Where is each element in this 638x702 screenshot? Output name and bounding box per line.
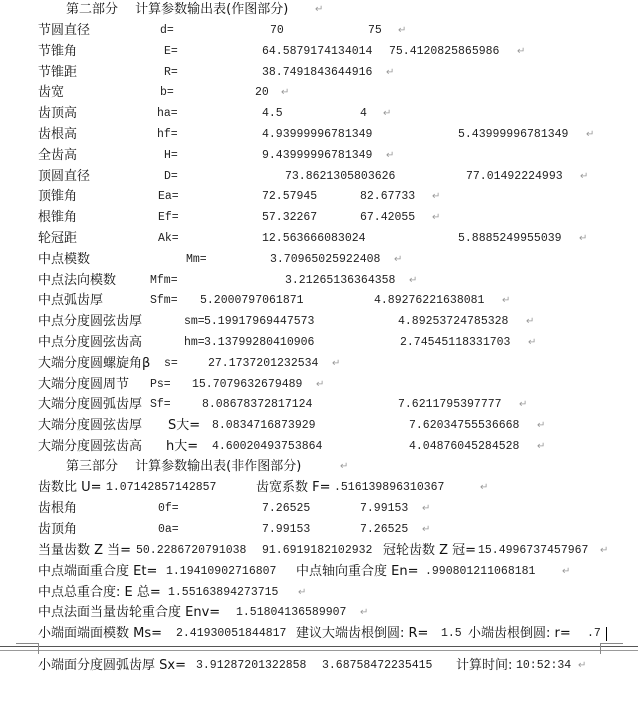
page-corner-marker-right <box>600 643 623 654</box>
parameter-value-1: 12.563666083024 <box>262 232 366 245</box>
parameter-label: 大端分度圆螺旋角β <box>38 355 151 371</box>
paragraph-mark-icon: ↵ <box>298 587 307 598</box>
parameter-label: 齿根高 <box>38 127 78 142</box>
small-end-module-label: 小端面端面模数 Ms= <box>38 626 163 641</box>
parameter-label: 全齿高 <box>38 147 78 163</box>
parameter-value-2: 75.4120825865986 <box>389 44 500 58</box>
parameter-value-1: 15.7079632679489 <box>192 377 303 391</box>
mid-normal-ratio-value: 1.51804136589907 <box>236 606 347 619</box>
paragraph-mark-icon: ↵ <box>517 45 526 57</box>
gear-ratio-label: 齿数比 U= <box>38 480 102 495</box>
addendum-angle-value-2: 7.26525 <box>360 523 409 536</box>
small-end-thickness-value-1: 3.91287201322858 <box>196 659 307 672</box>
parameter-symbol: Ea= <box>158 190 179 204</box>
page-break-line <box>0 646 638 647</box>
section2-title: 第二部分 计算参数输出表(作图部分) <box>66 2 289 17</box>
equivalent-teeth-label: 当量齿数 Z 当= <box>38 543 132 558</box>
parameter-symbol: hf= <box>157 128 178 141</box>
parameter-label: 轮冠距 <box>38 231 78 246</box>
parameter-symbol: Sf= <box>150 398 171 412</box>
mid-normal-ratio-label: 中点法面当量齿轮重合度 Env= <box>38 605 221 620</box>
parameter-value-2: 77.01492224993 <box>466 169 563 183</box>
parameter-label: 中点分度圆弦齿厚 <box>38 314 143 330</box>
parameter-value-1: 8.08678372817124 <box>202 398 313 412</box>
addendum-angle-value-1: 7.99153 <box>262 523 311 536</box>
paragraph-mark-icon: ↵ <box>526 316 535 328</box>
parameter-value-1: 73.8621305803626 <box>285 169 396 183</box>
section3-title: 第三部分 计算参数输出表(非作图部分) <box>66 459 302 474</box>
parameter-value-2: 4.04876045284528 <box>409 440 520 453</box>
parameter-value-2: 82.67733 <box>360 190 416 204</box>
parameter-value-1: 3.21265136364358 <box>285 273 396 287</box>
parameter-symbol: s= <box>164 356 178 370</box>
parameter-symbol: Sfm= <box>150 294 178 308</box>
small-end-fillet-value: .7 <box>587 627 601 640</box>
dedendum-angle-label: 齿根角 <box>38 501 78 516</box>
equivalent-teeth-value-1: 50.2286720791038 <box>136 544 247 557</box>
paragraph-mark-icon: ↵ <box>528 337 537 348</box>
parameter-label: 顶圆直径 <box>38 168 91 184</box>
parameter-value-2: 7.6211795397777 <box>398 398 502 412</box>
paragraph-mark-icon: ↵ <box>281 87 290 99</box>
page-break-line-secondary <box>0 650 638 651</box>
parameter-label: 中点弧齿厚 <box>38 293 104 309</box>
paragraph-mark-icon: ↵ <box>432 212 441 224</box>
dedendum-angle-value-1: 7.26525 <box>262 502 311 515</box>
paragraph-mark-icon: ↵ <box>386 66 395 78</box>
paragraph-mark-icon: ↵ <box>578 660 587 671</box>
paragraph-mark-icon: ↵ <box>480 482 489 493</box>
addendum-angle-symbol: 0a= <box>158 523 179 536</box>
parameter-symbol: ha= <box>157 107 178 121</box>
parameter-value-2: 4.89276221638081 <box>374 294 485 308</box>
paragraph-mark-icon: ↵ <box>579 233 588 244</box>
big-end-fillet-value: 1.5 <box>441 627 462 640</box>
mid-total-ratio-label: 中点总重合度: E 总= <box>38 585 161 600</box>
face-width-coef-label: 齿宽系数 F= <box>256 480 331 495</box>
parameter-symbol: Mfm= <box>150 273 178 287</box>
parameter-symbol: Ak= <box>158 232 179 245</box>
parameter-value-1: 4.5 <box>262 107 283 121</box>
calc-time-label: 计算时间: <box>456 658 513 673</box>
parameter-label: 顶锥角 <box>38 189 78 205</box>
paragraph-mark-icon: ↵ <box>332 357 341 369</box>
gear-ratio-value: 1.07142857142857 <box>106 481 217 494</box>
crown-teeth-value: 15.4996737457967 <box>478 544 589 557</box>
parameter-label: 齿宽 <box>38 85 65 101</box>
paragraph-mark-icon: ↵ <box>519 399 528 411</box>
paragraph-mark-icon: ↵ <box>422 524 431 535</box>
parameter-label: 中点模数 <box>38 251 91 267</box>
parameter-label: 根锥角 <box>38 210 78 226</box>
parameter-value-1: 72.57945 <box>262 190 318 204</box>
parameter-label: 大端分度圆弦齿厚 <box>38 418 143 434</box>
paragraph-mark-icon: ↵ <box>383 108 392 120</box>
parameter-value-1: 20 <box>255 86 269 100</box>
paragraph-mark-icon: ↵ <box>586 129 595 140</box>
parameter-value-1: 38.7491843644916 <box>262 65 373 79</box>
big-end-fillet-label: 建议大端齿根倒圆: R= <box>296 626 429 641</box>
parameter-symbol: d= <box>160 24 174 37</box>
parameter-value-2: 4 <box>360 107 367 121</box>
paragraph-mark-icon: ↵ <box>537 441 546 452</box>
parameter-value-2: 67.42055 <box>360 211 416 225</box>
parameter-label: 齿顶高 <box>38 106 78 122</box>
parameter-label: 中点法向模数 <box>38 272 117 288</box>
mid-axial-ratio-value: .990801211068181 <box>425 565 536 578</box>
page-corner-marker-left <box>16 643 39 654</box>
parameter-symbol: E= <box>164 44 178 58</box>
equivalent-teeth-value-2: 91.6919182102932 <box>262 544 373 557</box>
small-end-thickness-value-2: 3.68758472235415 <box>322 659 433 672</box>
mid-transverse-ratio-value: 1.19410902716807 <box>166 565 277 578</box>
parameter-value-1: 64.5879174134014 <box>262 44 373 58</box>
paragraph-mark-icon: ↵ <box>502 295 511 307</box>
dedendum-angle-symbol: 0f= <box>158 502 179 515</box>
paragraph-mark-icon: ↵ <box>562 566 571 577</box>
small-end-thickness-label: 小端面分度圆弧齿厚 Sx= <box>38 658 186 673</box>
parameter-value-1: 3.13799280410906 <box>204 336 315 349</box>
parameter-symbol: S大= <box>168 418 201 434</box>
parameter-value-2: 4.89253724785328 <box>398 315 509 329</box>
paragraph-mark-icon: ↵ <box>398 25 407 36</box>
mid-total-ratio-value: 1.55163894273715 <box>168 586 279 599</box>
text-cursor[interactable] <box>606 627 607 641</box>
small-end-module-value: 2.41930051844817 <box>176 627 287 640</box>
parameter-value-2: 2.74545118331703 <box>400 336 511 349</box>
parameter-label: 大端分度圆弦齿高 <box>38 439 143 454</box>
parameter-symbol: Mm= <box>186 252 207 266</box>
parameter-symbol: H= <box>164 148 178 162</box>
paragraph-mark-icon: ↵ <box>315 4 324 15</box>
parameter-label: 大端分度圆周节 <box>38 376 130 392</box>
paragraph-mark-icon: ↵ <box>409 274 418 286</box>
mid-transverse-ratio-label: 中点端面重合度 Et= <box>38 564 158 579</box>
parameter-symbol: hm= <box>184 336 205 349</box>
paragraph-mark-icon: ↵ <box>580 170 589 182</box>
parameter-value-1: 3.70965025922408 <box>270 252 381 266</box>
parameter-symbol: D= <box>164 169 178 183</box>
parameter-symbol: Ps= <box>150 377 171 391</box>
parameter-symbol: Ef= <box>158 211 179 225</box>
parameter-value-2: 5.43999996781349 <box>458 128 569 141</box>
crown-teeth-label: 冠轮齿数 Z 冠= <box>383 543 477 558</box>
small-end-fillet-label: 小端齿根倒圆: r= <box>468 626 571 641</box>
parameter-value-1: 27.1737201232534 <box>208 356 319 370</box>
paragraph-mark-icon: ↵ <box>316 378 325 390</box>
paragraph-mark-icon: ↵ <box>386 149 395 161</box>
parameter-value-1: 5.2000797061871 <box>200 294 304 308</box>
parameter-symbol: R= <box>164 65 178 79</box>
paragraph-mark-icon: ↵ <box>537 420 546 432</box>
paragraph-mark-icon: ↵ <box>422 503 431 514</box>
parameter-value-1: 9.43999996781349 <box>262 148 373 162</box>
parameter-label: 中点分度圆弦齿高 <box>38 335 143 350</box>
parameter-value-1: 4.93999996781349 <box>262 128 373 141</box>
parameter-symbol: h大= <box>166 439 199 454</box>
parameter-label: 节锥角 <box>38 43 78 59</box>
calc-time-value: 10:52:34 <box>516 659 572 672</box>
parameter-value-1: 5.19917969447573 <box>204 315 315 329</box>
parameter-value-2: 75 <box>368 24 382 37</box>
paragraph-mark-icon: ↵ <box>394 253 403 265</box>
face-width-coef-value: .516139896310367 <box>334 481 445 494</box>
parameter-value-1: 70 <box>270 24 284 37</box>
addendum-angle-label: 齿顶角 <box>38 522 78 537</box>
paragraph-mark-icon: ↵ <box>360 607 369 618</box>
parameter-value-2: 7.62034755536668 <box>409 419 520 433</box>
dedendum-angle-value-2: 7.99153 <box>360 502 409 515</box>
parameter-label: 节圆直径 <box>38 23 91 38</box>
parameter-symbol: sm= <box>184 315 205 329</box>
parameter-value-1: 4.60020493753864 <box>212 440 323 453</box>
parameter-label: 节锥距 <box>38 64 78 80</box>
paragraph-mark-icon: ↵ <box>432 191 441 203</box>
parameter-value-1: 8.0834716873929 <box>212 419 316 433</box>
parameter-label: 大端分度圆弧齿厚 <box>38 397 143 413</box>
parameter-symbol: b= <box>160 86 174 100</box>
parameter-value-1: 57.32267 <box>262 211 318 225</box>
paragraph-mark-icon: ↵ <box>340 461 349 472</box>
mid-axial-ratio-label: 中点轴向重合度 En= <box>296 564 419 579</box>
paragraph-mark-icon: ↵ <box>600 545 609 556</box>
parameter-value-2: 5.8885249955039 <box>458 232 562 245</box>
